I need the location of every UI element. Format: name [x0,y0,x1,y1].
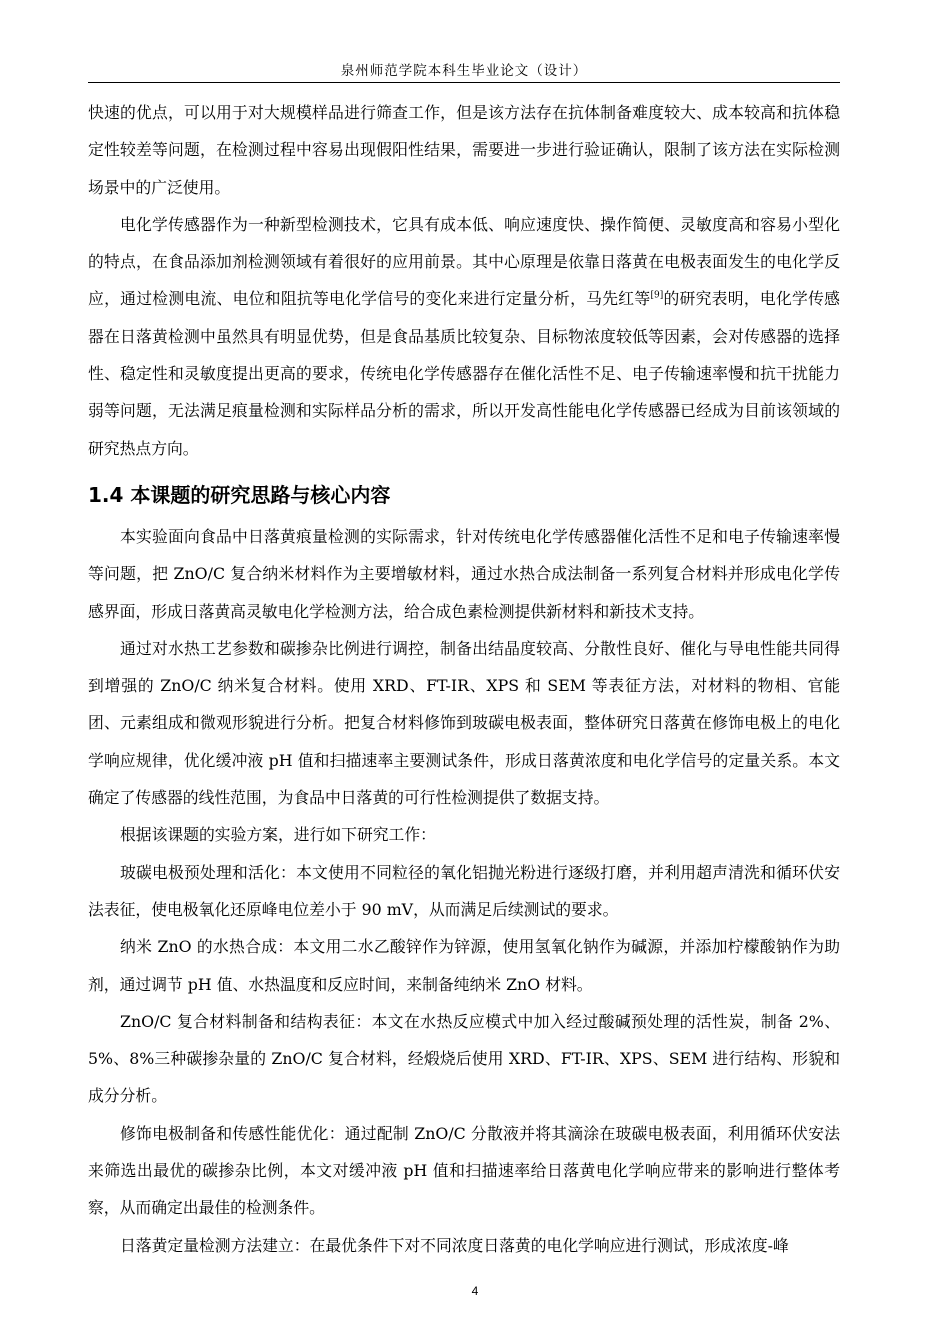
paragraph: 玻碳电极预处理和活化：本文使用不同粒径的氧化铝抛光粉进行逐级打磨，并利用超声清洗和循环伏安法表征，使电极氧化还原峰电位差小于 90 mV，从而满足后续测试的要求。 [88,862,840,919]
paragraph: 根据该课题的实验方案，进行如下研究工作： [120,825,436,845]
paragraph: 通过对水热工艺参数和碳掺杂比例进行调控，制备出结晶度较高、分散性良好、催化与导电性能共同得到增强的 ZnO/C 纳米复合材料。使用 XRD、FT-IR、XPS 和 SEM 等表征方法，对材料的物相、官能团、元素组成和微观形貌进行分析。把复合材料修饰到玻碳电极表面，整体研究日落黄在修饰电极上的电化学响应规律，优化缓冲液 pH 值和扫描速率主要测试条件，形成日落黄浓度和电化学信号的定量关系。本文确定了传感器的线性范围，为食品中日落黄的可行性检测提供了数据支持。 [88,638,840,808]
running-header: 泉州师范学院本科生毕业论文（设计） [340,63,588,79]
body-text [88,94,840,1264]
paragraph-text-part: 的研究表明，电化学传感器在日落黄检测中虽然具有明显优势，但是食品基质比较复杂、目标物浓度较低等因素，会对传感器的选择性、稳定性和灵敏度提出更高的要求，传统电化学传感器存在催化活性不足、电子传输速率慢和抗干扰能力弱等问题，无法满足痕量检测和实际样品分析的需求，所以开发高性能电化学传感器已经成为目前该领域的研究热点方向。 [88,289,840,458]
paragraph-continued: 快速的优点，可以用于对大规模样品进行筛查工作，但是该方法存在抗体制备难度较大、成本较高和抗体稳定性较差等问题，在检测过程中容易出现假阳性结果，需要进一步进行验证确认，限制了该方法在实际检测场景中的广泛使用。 [88,103,840,197]
paragraph-electrochemical-sensor [88,206,840,467]
paragraph: 修饰电极制备和传感性能优化：通过配制 ZnO/C 分散液并将其滴涂在玻碳电极表面，利用循环伏安法来筛选出最优的碳掺杂比例，本文对缓冲液 pH 值和扫描速率给日落黄电化学响应带来的影响进行整体考察，从而确定出最佳的检测条件。 [88,1123,840,1218]
paragraph: ZnO/C 复合材料制备和结构表征：本文在水热反应模式中加入经过酸碱预处理的活性炭，制备 2%、5%、8%三种碳掺杂量的 ZnO/C 复合材料，经煅烧后使用 XRD、FT-IR、XPS、SEM 进行结构、形貌和成分分析。 [88,1011,840,1106]
paragraph: 日落黄定量检测方法建立：在最优条件下对不同浓度日落黄的电化学响应进行测试，形成浓度-峰 [120,1235,789,1255]
citation-reference[interactable]: [9] [650,291,664,302]
paragraph: 纳米 ZnO 的水热合成：本文用二水乙酸锌作为锌源，使用氢氧化钠作为碱源，并添加柠檬酸钠作为助剂，通过调节 pH 值、水热温度和反应时间，来制备纯纳米 ZnO 材料。 [88,937,840,994]
section-heading: 1.4 本课题的研究思路与核心内容 [88,482,391,507]
paragraph: 本实验面向食品中日落黄痕量检测的实际需求，针对传统电化学传感器催化活性不足和电子传输速率慢等问题，把 ZnO/C 复合纳米材料作为主要增敏材料，通过水热合成法制备一系列复合材料并形成电化学传感界面，形成日落黄高灵敏电化学检测方法，给合成色素检测提供新材料和新技术支持。 [88,526,840,621]
paragraph-text-part: 电化学传感器作为一种新型检测技术，它具有成本低、响应速度快、操作简便、灵敏度高和容易小型化的特点，在食品添加剂检测领域有着很好的应用前景。其中心原理是依靠日落黄在电极表面发生的电化学反应，通过检测电流、电位和阻抗等电化学信号的变化来进行定量分析，马先红等 [88,214,840,309]
header-rule [88,82,840,83]
page-number: 4 [471,1284,479,1298]
